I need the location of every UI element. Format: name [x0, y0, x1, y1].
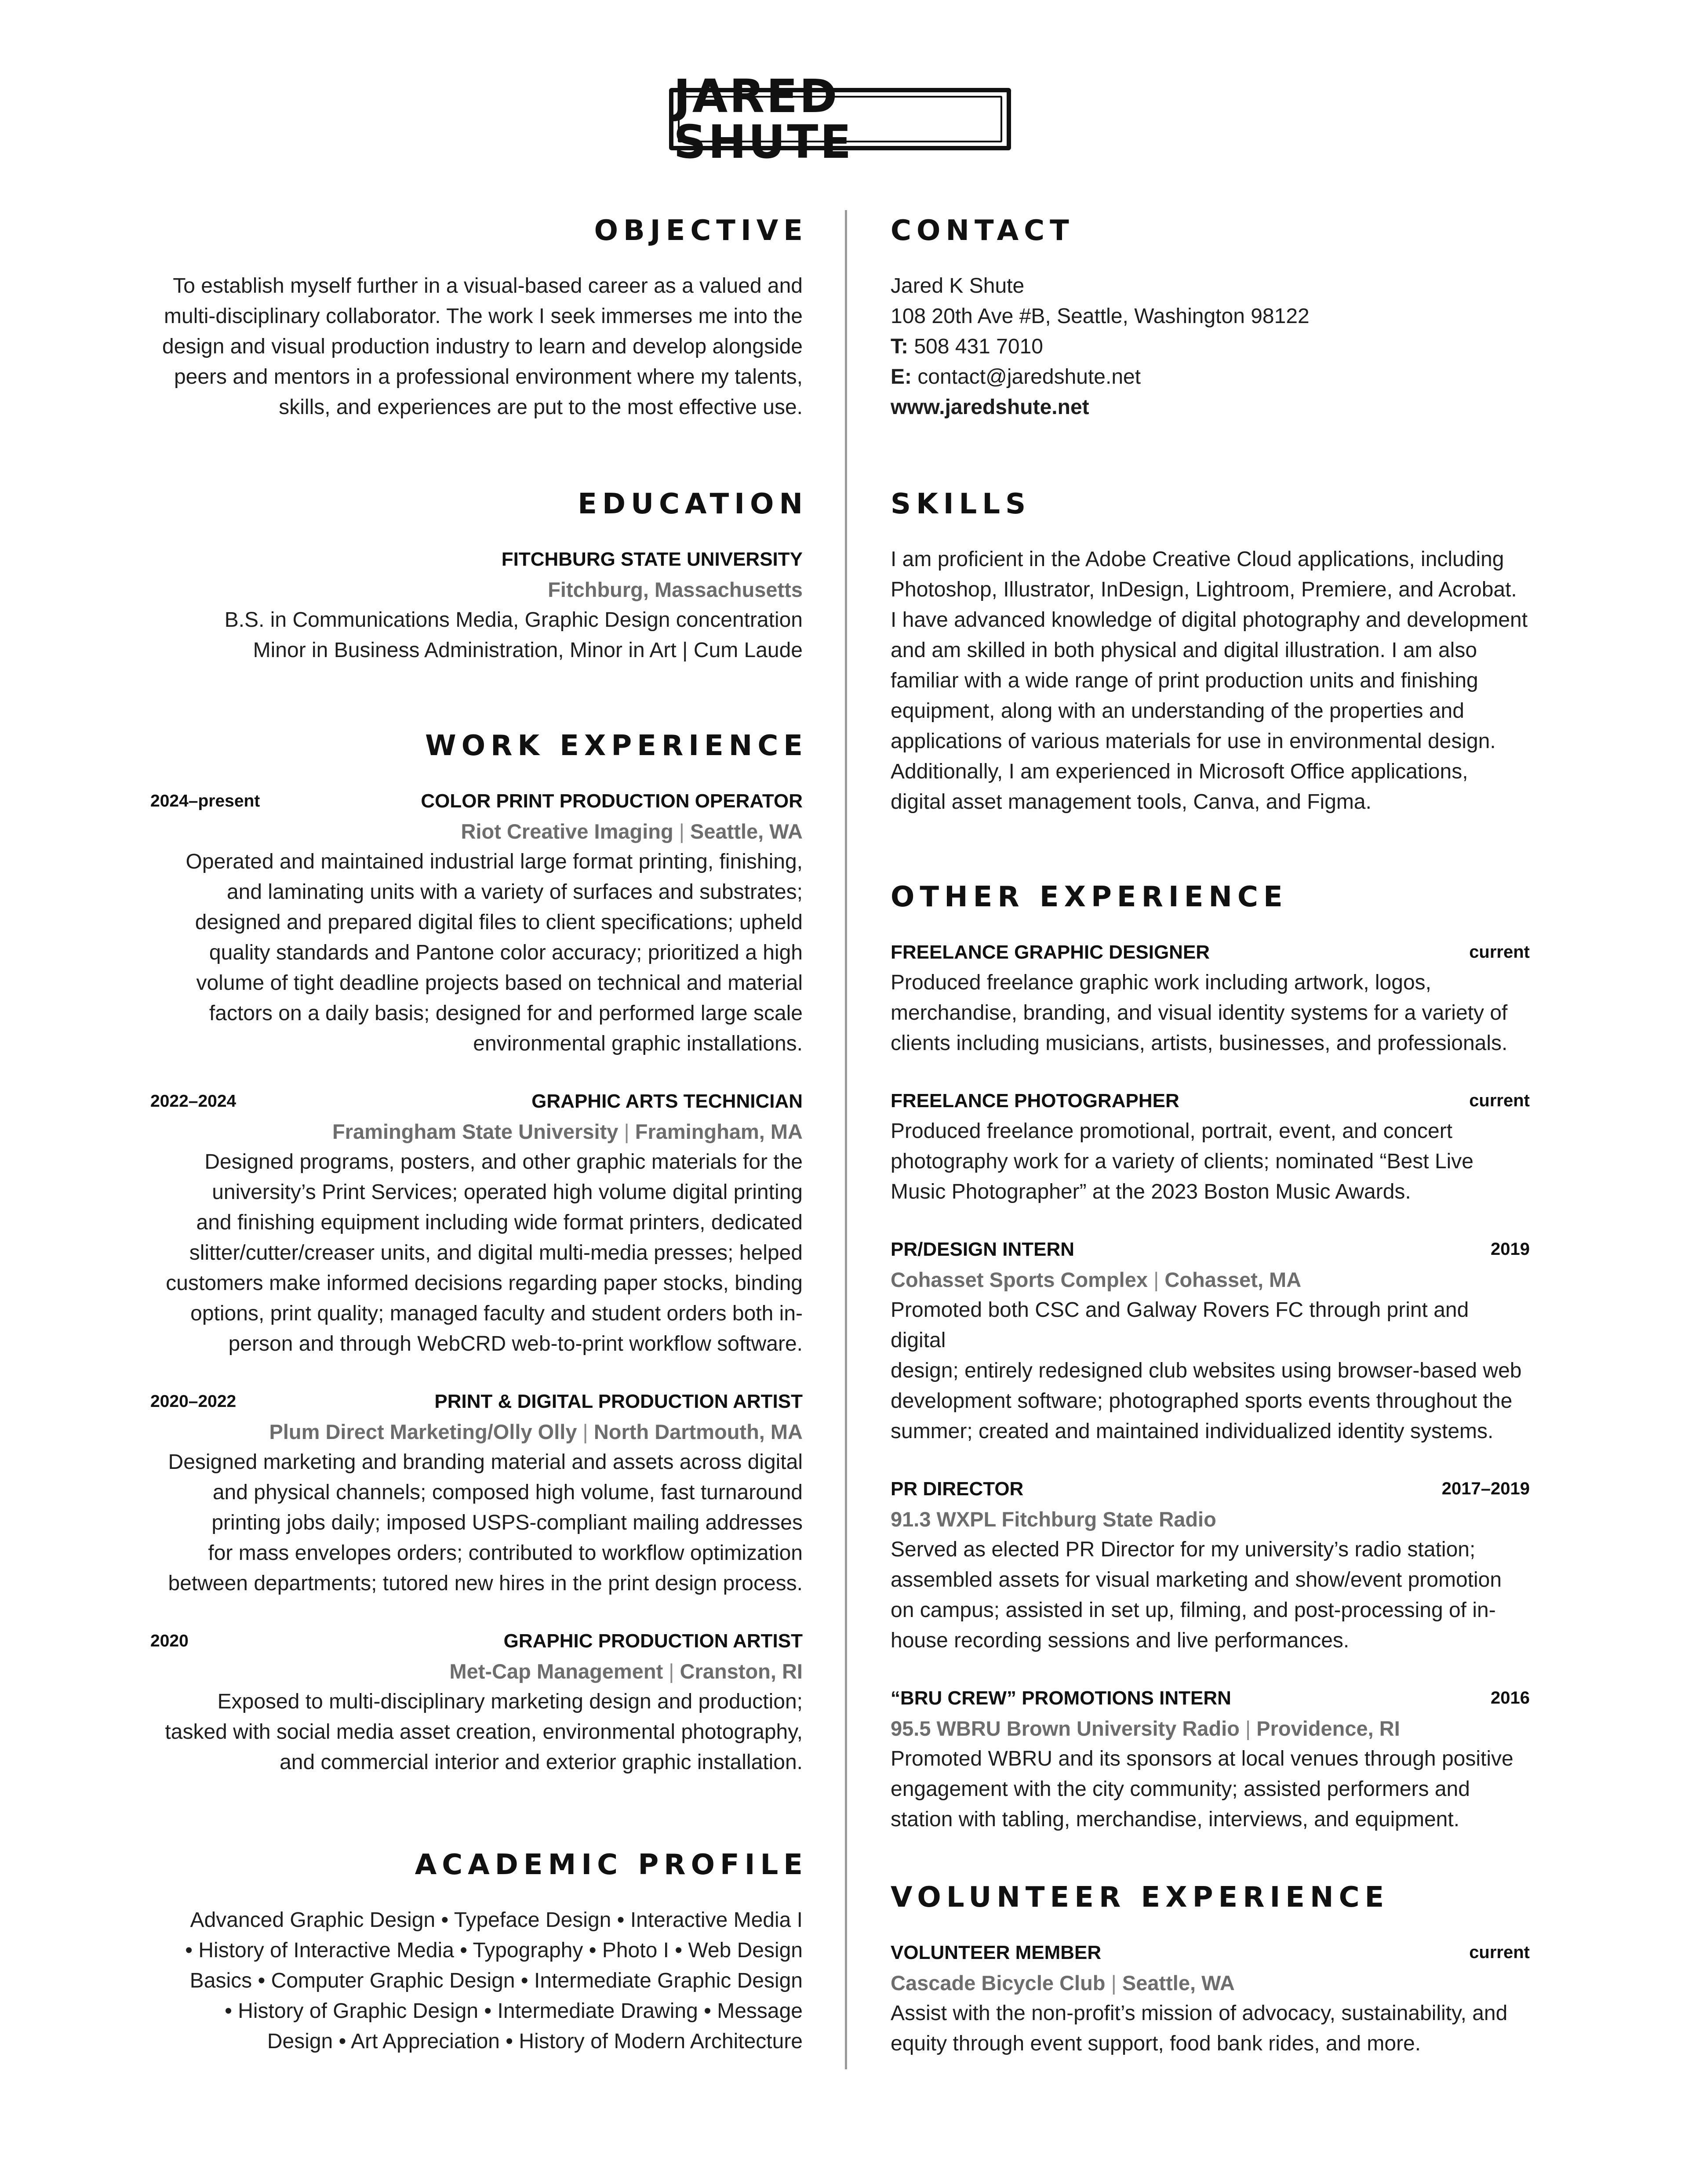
experience-org: Cascade Bicycle Club	[891, 1971, 1106, 1995]
contact-section	[891, 211, 1530, 422]
experience-entry	[891, 937, 1530, 1058]
experience-line: house recording sessions and live performances.	[891, 1629, 1350, 1652]
job-line: university’s Print Services; operated high volume digital printing	[212, 1181, 803, 1204]
contact-name: Jared K Shute	[891, 274, 1025, 298]
job-line: and physical channels; composed high volume, fast turnaround	[212, 1481, 803, 1504]
job-line: Designed programs, posters, and other graphic materials for the	[204, 1150, 803, 1174]
experience-line: Music Photographer” at the 2023 Boston Music Awards.	[891, 1180, 1411, 1203]
job-place: Framingham, MA	[635, 1120, 803, 1143]
phone-label: T:	[891, 335, 908, 358]
experience-title: VOLUNTEER MEMBER	[891, 1942, 1102, 1963]
job-line: and finishing equipment including wide format printers, dedicated	[196, 1211, 803, 1234]
skills-line: Photoshop, Illustrator, InDesign, Lightroom, Premiere, and Acrobat.	[891, 578, 1517, 601]
job-line: volume of tight deadline projects based on technical and material	[196, 971, 803, 995]
experience-place: Cohasset, MA	[1164, 1268, 1302, 1291]
job-line: Operated and maintained industrial large format printing, finishing,	[186, 850, 803, 873]
experience-line: Assist with the non-profit’s mission of advocacy, sustainability, and	[891, 2002, 1508, 2025]
experience-line: photography work for a variety of clients; nominated “Best Live	[891, 1150, 1473, 1173]
section-title: OBJECTIVE	[594, 214, 808, 247]
job-entry: 2020–2022 PRINT & DIGITAL PRODUCTION ARTIST Plum Direct Marketing/Olly Olly | North Dartmouth, MA Designed marketing and branding material and assets across digital and physical channels; composed high volume, fast turnaround printing jobs daily; imposed USPS-compliant mailing addresses for mass envelopes orders; contributed to workflow optimization between departments; tutored new hires in the print design process.	[145, 1386, 803, 1599]
skills-section	[891, 484, 1530, 817]
skills-line: Additionally, I am experienced in Microsoft Office applications,	[891, 760, 1468, 783]
job-line: and laminating units with a variety of surfaces and substrates;	[226, 880, 803, 904]
objective-line: design and visual production industry to learn and develop alongside	[162, 335, 803, 358]
experience-when: current	[1469, 942, 1530, 962]
job-title: COLOR PRINT PRODUCTION OPERATOR	[421, 790, 803, 812]
experience-org: 91.3 WXPL Fitchburg State Radio	[891, 1508, 1216, 1531]
academic-profile-section	[145, 1845, 808, 2057]
minor: Minor in Business Administration, Minor in Art | Cum Laude	[253, 639, 803, 662]
job-line: person and through WebCRD web-to-print workflow software.	[228, 1332, 803, 1355]
experience-title: “BRU CREW” PROMOTIONS INTERN	[891, 1687, 1231, 1709]
contact-phone-row	[891, 331, 1530, 362]
job-line: tasked with social media asset creation, environmental photography,	[165, 1720, 803, 1744]
job-dates: 2024–present	[150, 792, 260, 810]
experience-line: Produced freelance graphic work including artwork, logos,	[891, 971, 1431, 994]
job-line: and commercial interior and exterior graphic installation.	[280, 1751, 803, 1774]
experience-line: Produced freelance promotional, portrait, event, and concert	[891, 1119, 1453, 1143]
experience-line: merchandise, branding, and visual identity systems for a variety of	[891, 1001, 1508, 1025]
job-entry: 2020 GRAPHIC PRODUCTION ARTIST Met-Cap Management | Cranston, RI Exposed to multi-disciplinary marketing design and production; tasked with social media asset creation, environmental photography, and commercial interior and exterior graphic installation.	[145, 1626, 803, 1777]
experience-when: current	[1469, 1943, 1530, 1962]
job-dates: 2020–2022	[150, 1392, 236, 1411]
university-name: FITCHBURG STATE UNIVERSITY	[501, 549, 803, 570]
experience-line: on campus; assisted in set up, filming, and post-processing of in-	[891, 1599, 1496, 1622]
section-title: ACADEMIC PROFILE	[415, 1849, 808, 1881]
experience-when: 2016	[1491, 1688, 1530, 1708]
job-line: slitter/cutter/creaser units, and digital multi-media presses; helped	[189, 1241, 803, 1265]
other-experience-section	[891, 877, 1530, 1835]
experience-title: PR DIRECTOR	[891, 1478, 1024, 1500]
job-title: PRINT & DIGITAL PRODUCTION ARTIST	[434, 1391, 803, 1412]
job-line: Exposed to multi-disciplinary marketing design and production;	[217, 1690, 803, 1713]
course-line: Advanced Graphic Design • Typeface Design • Interactive Media I	[190, 1908, 803, 1932]
job-line: customers make informed decisions regarding paper stocks, binding	[166, 1272, 803, 1295]
job-title: GRAPHIC PRODUCTION ARTIST	[503, 1630, 803, 1652]
experience-line: Promoted WBRU and its sponsors at local venues through positive	[891, 1747, 1513, 1770]
job-line: between departments; tutored new hires in the print design process.	[168, 1572, 803, 1595]
experience-entry	[891, 1086, 1530, 1207]
job-line: designed and prepared digital files to client specifications; upheld	[195, 911, 803, 934]
experience-line: engagement with the city community; assisted performers and	[891, 1777, 1470, 1801]
skills-line: familiar with a wide range of print production units and finishing	[891, 669, 1478, 692]
job-entry: 2024–present COLOR PRINT PRODUCTION OPERATOR Riot Creative Imaging | Seattle, WA Operated and maintained industrial large format printing, finishing, and laminating units with a variety of surfaces and substrates; designed and prepared digital files to client specifications; upheld quality standards and Pantone color accuracy; prioritized a high volume of tight deadline projects based on technical and material factors on a daily basis; designed for and performed large scale environmental graphic installations.	[145, 786, 803, 1059]
course-line: • History of Interactive Media • Typography • Photo I • Web Design	[185, 1939, 803, 1962]
course-line: • History of Graphic Design • Intermediate Drawing • Message	[225, 1999, 803, 2023]
experience-entry: PR/DESIGN INTERN 2019 Cohasset Sports Complex | Cohasset, MA Promoted both CSC and Galway Rovers FC through print and digital design; entirely redesigned club websites using browser-based web development software; photographed sports events throughout the summer; created and maintained individualized identity systems.	[891, 1234, 1530, 1446]
education-section	[145, 484, 808, 665]
skills-line: I am proficient in the Adobe Creative Cloud applications, including	[891, 548, 1504, 571]
section-title: CONTACT	[891, 214, 1074, 247]
volunteer-experience-section	[891, 1878, 1530, 2059]
skills-line: I have advanced knowledge of digital photography and development	[891, 608, 1528, 632]
job-company: Met-Cap Management	[449, 1660, 663, 1683]
job-line: Designed marketing and branding material and assets across digital	[168, 1450, 803, 1474]
job-line: printing jobs daily; imposed USPS-compliant mailing addresses	[211, 1511, 803, 1534]
objective-line: multi-disciplinary collaborator. The work I seek immerses me into the	[164, 305, 803, 328]
name-logo	[669, 69, 1011, 169]
contact-address: 108 20th Ave #B, Seattle, Washington 98122	[891, 305, 1310, 328]
experience-when: current	[1469, 1091, 1530, 1110]
job-company: Framingham State University	[332, 1120, 618, 1143]
experience-line: development software; photographed sports events throughout the	[891, 1389, 1513, 1413]
work-experience-section	[145, 726, 808, 1777]
experience-org: Cohasset Sports Complex	[891, 1268, 1148, 1291]
contact-email-row	[891, 362, 1530, 392]
job-line: options, print quality; managed faculty and student orders both in-	[190, 1302, 803, 1325]
experience-title: FREELANCE PHOTOGRAPHER	[891, 1090, 1179, 1112]
skills-line: digital asset management tools, Canva, and Figma.	[891, 790, 1372, 814]
experience-line: clients including musicians, artists, businesses, and professionals.	[891, 1032, 1508, 1055]
job-line: factors on a daily basis; designed for and performed large scale	[209, 1002, 803, 1025]
name-logo-text: JARED SHUTE	[673, 69, 853, 169]
skills-line: applications of various materials for use in environmental design.	[891, 730, 1496, 753]
objective-line: skills, and experiences are put to the most effective use.	[279, 396, 803, 419]
objective-section	[145, 211, 808, 422]
degree: B.S. in Communications Media, Graphic Design concentration	[224, 608, 803, 632]
section-title: WORK EXPERIENCE	[425, 730, 808, 762]
job-line: environmental graphic installations.	[473, 1032, 803, 1055]
experience-place: Seattle, WA	[1122, 1971, 1235, 1995]
column-divider	[845, 210, 847, 2069]
job-line: quality standards and Pantone color accuracy; prioritized a high	[209, 941, 803, 964]
contact-email[interactable]: contact@jaredshute.net	[917, 365, 1141, 389]
course-line: Basics • Computer Graphic Design • Intermediate Graphic Design	[189, 1969, 803, 1992]
job-dates: 2020	[150, 1632, 189, 1650]
experience-place: Providence, RI	[1256, 1717, 1400, 1740]
contact-website-link[interactable]: www.jaredshute.net	[891, 396, 1089, 419]
email-label: E:	[891, 365, 912, 389]
section-title: SKILLS	[891, 488, 1031, 520]
job-entry: 2022–2024 GRAPHIC ARTS TECHNICIAN Framingham State University | Framingham, MA Designed programs, posters, and other graphic materials for the university’s Print Services; operated high volume digital printing and finishing equipment including wide format printers, dedicated slitter/cutter/creaser units, and digital multi-media presses; helped customers make informed decisions regarding paper stocks, binding options, print quality; managed faculty and student orders both in- person and through WebCRD web-to-print workflow software.	[145, 1086, 803, 1359]
job-title: GRAPHIC ARTS TECHNICIAN	[531, 1090, 803, 1112]
experience-line: equity through event support, food bank rides, and more.	[891, 2032, 1421, 2055]
job-line: for mass envelopes orders; contributed to workflow optimization	[208, 1541, 803, 1565]
section-title: OTHER EXPERIENCE	[891, 881, 1288, 913]
experience-entry: VOLUNTEER MEMBER current Cascade Bicycle Club | Seattle, WA Assist with the non-profit’s mission of advocacy, sustainability, and equity through event support, food bank rides, and more.	[891, 1937, 1530, 2059]
skills-line: and am skilled in both physical and digital illustration. I am also	[891, 639, 1477, 662]
experience-title: PR/DESIGN INTERN	[891, 1239, 1075, 1260]
experience-entry: “BRU CREW” PROMOTIONS INTERN 2016 95.5 WBRU Brown University Radio | Providence, RI Promoted WBRU and its sponsors at local venues through positive engagement with the city community; assisted performers and station with tabling, merchandise, interviews, and equipment.	[891, 1683, 1530, 1835]
objective-line: To establish myself further in a visual-based career as a valued and	[173, 274, 803, 298]
university-location: Fitchburg, Massachusetts	[548, 578, 803, 601]
experience-line: Served as elected PR Director for my university’s radio station;	[891, 1538, 1476, 1561]
job-company: Riot Creative Imaging	[461, 820, 673, 843]
experience-when: 2017–2019	[1441, 1479, 1530, 1498]
experience-entry	[891, 1474, 1530, 1656]
objective-line: peers and mentors in a professional environment where my talents,	[174, 365, 803, 389]
experience-line: Promoted both CSC and Galway Rovers FC through print and digital	[891, 1298, 1469, 1352]
skills-line: equipment, along with an understanding of the properties and	[891, 699, 1464, 723]
job-place: North Dartmouth, MA	[593, 1420, 803, 1443]
experience-when: 2019	[1491, 1239, 1530, 1259]
experience-org: 95.5 WBRU Brown University Radio	[891, 1717, 1240, 1740]
job-company: Plum Direct Marketing/Olly Olly	[269, 1420, 577, 1443]
experience-title: FREELANCE GRAPHIC DESIGNER	[891, 941, 1210, 963]
course-line: Design • Art Appreciation • History of Modern Architecture	[267, 2030, 803, 2053]
experience-line: assembled assets for visual marketing and show/event promotion	[891, 1568, 1502, 1592]
experience-line: design; entirely redesigned club websites using browser-based web	[891, 1359, 1522, 1382]
experience-line: summer; created and maintained individualized identity systems.	[891, 1420, 1494, 1443]
job-place: Seattle, WA	[690, 820, 803, 843]
section-title: VOLUNTEER EXPERIENCE	[891, 1881, 1390, 1914]
job-dates: 2022–2024	[150, 1092, 236, 1111]
job-place: Cranston, RI	[680, 1660, 803, 1683]
experience-line: station with tabling, merchandise, interviews, and equipment.	[891, 1808, 1460, 1831]
contact-phone[interactable]: 508 431 7010	[914, 335, 1043, 358]
section-title: EDUCATION	[578, 488, 808, 520]
